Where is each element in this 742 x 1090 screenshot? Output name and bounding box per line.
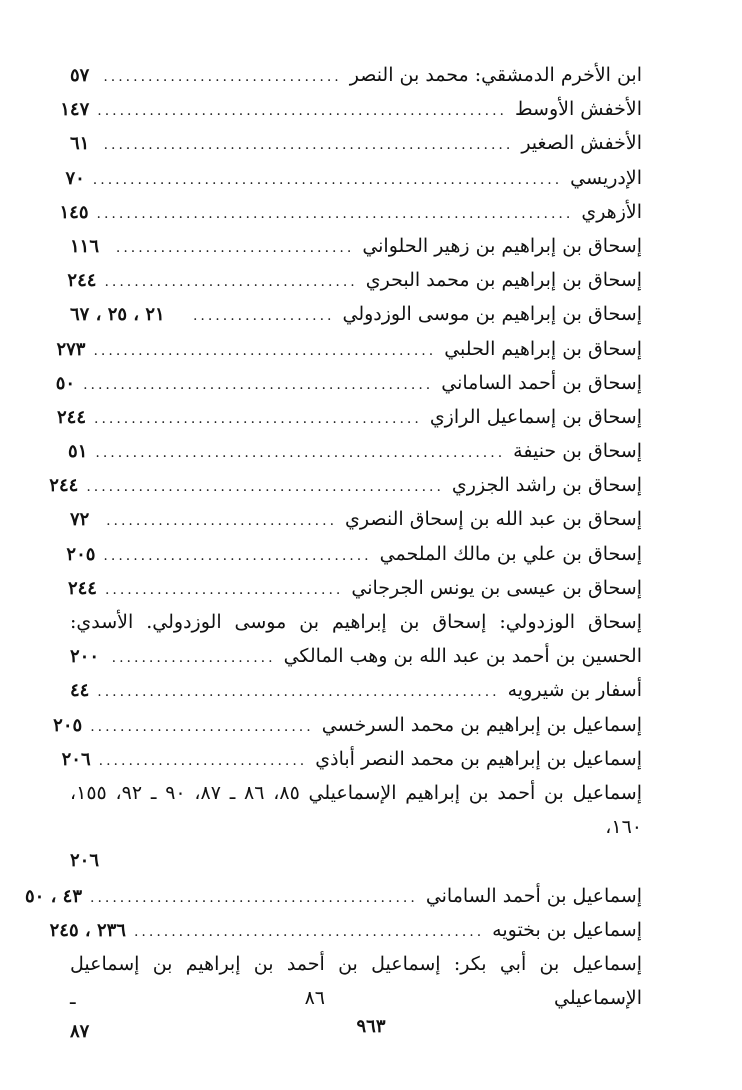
entry-name: إسحاق بن راشد الجزري	[451, 474, 642, 497]
entry-name: إسحاق بن إبراهيم بن محمد البحري	[365, 269, 642, 292]
entry-name: الإدريسي	[570, 166, 642, 189]
dot-leader: ..............................................	[93, 342, 437, 359]
index-entry	[70, 297, 642, 331]
entry-pages: ٢٤٤	[56, 406, 86, 428]
dot-leader: ..............................	[90, 718, 314, 735]
dot-leader: ................................................................	[96, 205, 574, 222]
dot-leader: ................................	[103, 69, 342, 85]
entry-pages: ٧٠	[65, 167, 85, 189]
dot-leader: ...............................	[106, 513, 338, 530]
entry-name: الأزهري	[581, 200, 642, 223]
entry-pages: ٧٢	[70, 509, 90, 531]
entry-name: إسحاق بن حنيفة	[513, 440, 642, 463]
entry-name: إسماعيل بن إبراهيم بن محمد النصر أباذي	[315, 747, 642, 770]
dot-leader: ............................................	[94, 410, 422, 427]
dot-leader: ............................................	[90, 889, 418, 906]
dot-leader: ...................	[192, 308, 335, 325]
entry-pages: ٢٤٤	[49, 475, 79, 497]
dot-leader: ...............................................	[133, 923, 485, 940]
dot-leader: ................................	[115, 239, 355, 256]
entry-pages: ٦١	[70, 133, 90, 155]
index-entry	[70, 673, 642, 707]
index-entry	[66, 537, 642, 571]
index-entry	[53, 708, 642, 742]
dot-leader: ......................	[111, 650, 276, 667]
entry-pages: ١٤٥	[59, 201, 89, 223]
index-entry	[61, 742, 642, 776]
entry-name: إسحاق بن إبراهيم بن موسى الوزدولي	[342, 303, 642, 326]
page-number: ٩٦٣	[356, 1016, 386, 1037]
entry-name: إسحاق بن عبد الله بن إسحاق النصري	[345, 508, 642, 531]
entry-name: الأخفش الصغير	[521, 132, 642, 155]
index-entry	[49, 468, 642, 502]
index-entry	[24, 879, 642, 913]
index-entry	[56, 332, 642, 366]
index-entry	[70, 776, 642, 879]
entry-pages: ٢٠٥	[66, 543, 96, 565]
index-entry	[56, 400, 642, 434]
dot-leader: ................................................	[86, 479, 444, 496]
entry-pages: ٢٤٤	[67, 577, 97, 599]
index-entry	[70, 639, 642, 673]
entry-name: إسحاق بن إسماعيل الرازي	[429, 405, 642, 428]
dot-leader: ............................	[98, 752, 308, 769]
entry-name: الأخفش الأوسط	[515, 98, 642, 121]
entry-pages: ١١٦	[70, 235, 100, 257]
index-entry	[70, 126, 642, 160]
index-entry	[70, 229, 642, 263]
entry-continuation: ٨٧	[70, 1021, 90, 1043]
entry-name: إسحاق بن إبراهيم الحلبي	[444, 337, 642, 360]
dot-leader: .......................................................	[103, 137, 514, 154]
dot-leader: ..................................	[104, 274, 358, 291]
entry-continuation: ٢٠٦	[70, 850, 100, 872]
entry-text: إسماعيل بن أحمد بن إبراهيم الإسماعيلي ٨٥، ٨٦ ـ ٨٧، ٩٠ ـ ٩٢، ١٥٥، ١٦٠،	[70, 781, 643, 839]
entry-pages: ٢٣٦ ، ٢٤٥	[49, 919, 126, 941]
index-entry	[67, 571, 642, 605]
dot-leader: .......................................................	[95, 445, 506, 462]
entry-name: إسحاق بن علي بن مالك الملحمي	[379, 542, 642, 565]
entry-pages: ٥٠	[55, 372, 76, 394]
dot-leader: ................................	[104, 581, 344, 598]
entry-name: إسماعيل بن أحمد الساماني	[425, 884, 642, 907]
entry-text: إسحاق الوزدولي: إسحاق بن إبراهيم بن موسى الوزدولي. الأسدي:	[70, 611, 642, 633]
index-entry	[59, 195, 642, 229]
entry-pages: ٢٤٤	[67, 270, 97, 292]
entry-pages: ٥٧	[70, 65, 90, 86]
entry-name: أسفار بن شيرويه	[507, 679, 642, 702]
dot-leader: ....................................	[103, 547, 372, 564]
entry-pages: ٢٠٥	[53, 714, 83, 736]
index-entry	[70, 434, 642, 468]
entry-name: إسحاق بن أحمد الساماني	[441, 371, 642, 394]
entry-name: إسحاق بن إبراهيم بن زهير الحلواني	[362, 234, 642, 257]
entry-pages: ٢٠٦	[61, 748, 91, 770]
entry-name: إسحاق بن عيسى بن يونس الجرجاني	[351, 576, 642, 599]
dot-leader: ...............................................	[83, 376, 434, 393]
entry-pages: ٤٣ ، ٥٠	[24, 885, 82, 907]
index-entry	[65, 161, 642, 195]
dot-leader: ......................................................	[97, 684, 500, 701]
entry-pages: ٢٠٠	[70, 646, 100, 668]
entry-name: إسماعيل بن إبراهيم بن محمد السرخسي	[321, 713, 642, 736]
entry-text: إسماعيل بن أبي بكر: إسماعيل بن أحمد بن إبراهيم بن إسماعيل الإسماعيلي ٨٦ ـ	[70, 952, 643, 1010]
dot-leader: .......................................................	[97, 103, 508, 120]
entry-pages: ٤٤	[69, 680, 90, 702]
index-entry	[70, 58, 642, 92]
entry-name: ابن الأخرم الدمشقي: محمد بن النصر	[349, 64, 642, 86]
index-entry	[70, 502, 642, 536]
index-list	[24, 58, 643, 1050]
entry-name: الحسين بن أحمد بن عبد الله بن وهب المالكي	[283, 645, 642, 668]
index-entry	[70, 605, 642, 639]
entry-name: إسماعيل بن بختويه	[492, 918, 642, 941]
index-entry	[55, 366, 642, 400]
index-entry	[49, 913, 642, 947]
index-entry	[67, 263, 642, 297]
index-entry	[60, 92, 642, 126]
entry-pages: ٢١ ، ٢٥ ، ٦٧	[70, 304, 165, 326]
dot-leader: ...............................................................	[92, 171, 563, 188]
entry-pages: ٥١	[68, 441, 88, 463]
entry-pages: ١٤٧	[60, 99, 90, 121]
entry-pages: ٢٧٣	[56, 338, 86, 360]
